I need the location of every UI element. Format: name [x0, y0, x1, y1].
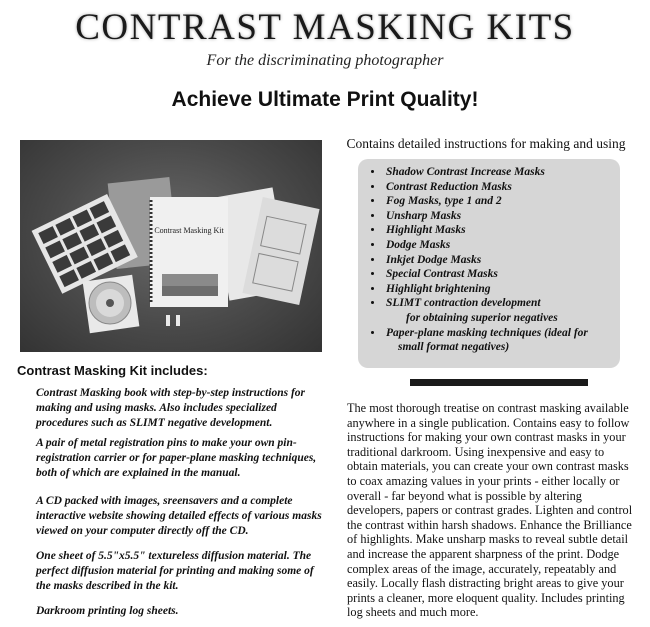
techniques-box — [358, 159, 620, 368]
include-item-diffusion: One sheet of 5.5"x5.5" textureless diffusion material. The perfect diffusion material for printing and making some of the masks described in the kit. — [36, 550, 314, 592]
technique-item: • Fog Masks, type 1 and 2 — [384, 194, 620, 209]
technique-item: • Contrast Reduction Masks — [384, 180, 620, 195]
registration-pins — [166, 315, 180, 326]
include-item-cd: A CD packed with images, sreensavers and a complete interactive website showing detailed effects of various masks viewed on your computer directly off the CD. — [36, 495, 322, 537]
technique-item: • Shadow Contrast Increase Masks — [384, 165, 620, 180]
description-text: The most thorough treatise on contrast masking available anywhere in a single publication. Contains easy to follow instructions for making your own contrast masks in your traditional darkroom. Using inexpensive and easy to obtain materials, you can create your own contrast masks to coax amazing values in your prints - either locally or overall - far beyond what is possible by altering developers, papers or contrast grades. Lighten and control the contrast within harsh shadows. Enhance the Brilliance of highlights. Make unsharp masks to reveal subtle detail and increase the apparent sharpness of the print. Dodge complex areas of the image, accurately, repeatably and easily. Locally flash distracting bright areas to give your prints a cleaner, more eloquent quality. Includes printing log sheets and much more. — [347, 401, 633, 620]
technique-item: • Inkjet Dodge Masks — [384, 253, 620, 268]
book-title: Contrast Masking Kit — [154, 226, 224, 235]
page-title: CONTRAST MASKING KITS — [75, 7, 575, 48]
page-subtitle: For the discriminating photographer — [206, 52, 444, 69]
techniques-intro: Contains detailed instructions for making and using — [346, 136, 626, 151]
include-item-pins: A pair of metal registration pins to make your own pin-registration carrier or for paper-plane masking techniques, both of which are explained in the manual. — [36, 437, 317, 479]
includes-title: Contrast Masking Kit includes: — [17, 363, 208, 378]
slimt-main: SLIMT contraction development — [386, 297, 541, 310]
include-item-book: Contrast Masking book with step-by-step instructions for making and using masks. Also includes specialized procedures such as SLIMT negative development. — [36, 387, 306, 429]
technique-item: • Highlight Masks — [384, 223, 620, 238]
paper-plane-main: Paper-plane masking techniques (ideal for — [386, 326, 588, 339]
cd-disc — [83, 275, 140, 333]
masking-kit-book — [150, 197, 228, 307]
section-divider — [410, 379, 588, 386]
include-item-log-sheets: Darkroom printing log sheets. — [36, 605, 179, 617]
headline: Achieve Ultimate Print Quality! — [171, 88, 479, 111]
slimt-sub: for obtaining superior negatives — [406, 311, 558, 324]
technique-item: • Unsharp Masks — [384, 209, 620, 224]
technique-item-slimt — [384, 296, 620, 325]
technique-item: • Highlight brightening — [384, 282, 620, 297]
paper-plane-sub: small format negatives) — [398, 341, 510, 354]
product-photo — [20, 140, 322, 352]
technique-item: • Dodge Masks — [384, 238, 620, 253]
technique-item: • Special Contrast Masks — [384, 267, 620, 282]
technique-item-paper-plane — [384, 326, 620, 355]
